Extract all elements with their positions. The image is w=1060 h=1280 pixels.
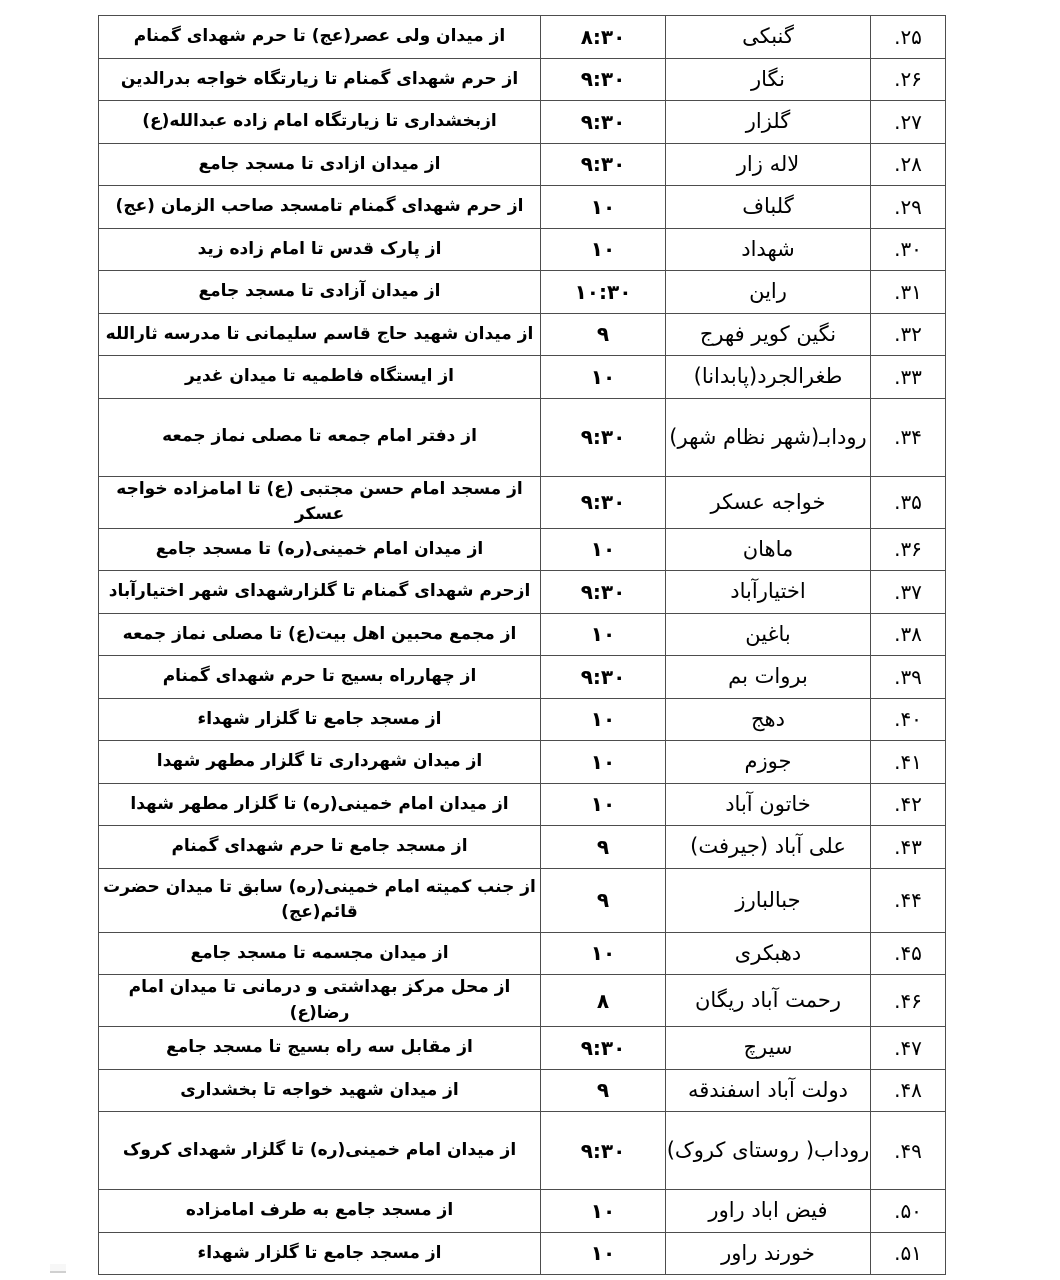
page-scan-artifact (50, 1264, 66, 1273)
start-time-cell (541, 741, 666, 784)
row-index-value: ۳۶. (894, 537, 922, 562)
schedule-table-container (99, 15, 946, 1275)
start-time-cell (541, 58, 666, 101)
location-name-cell: بروات بم (666, 656, 871, 699)
start-time-cell (541, 101, 666, 144)
start-time-value: ۹:۳۰ (580, 490, 626, 514)
table-row (99, 826, 946, 869)
start-time-value: ۹:۳۰ (580, 579, 626, 604)
route-description-cell: از جنب کمیته امام خمینی(ره) سابق تا میدان حضرت قائم(عج) (99, 868, 541, 932)
start-time-value: ۹:۳۰ (580, 425, 626, 449)
route-description-cell: از چهارراه بسیج تا حرم شهدای گمنام (99, 656, 541, 699)
row-index-value: ۳۳. (894, 364, 922, 389)
route-description-cell: از میدان امام خمینی(ره) تا گلزار مطهر شهدا (99, 783, 541, 826)
start-time-cell (541, 228, 666, 271)
row-index-cell (871, 16, 946, 59)
table-row (99, 398, 946, 476)
table-row (99, 1112, 946, 1190)
route-description-cell: از مسجد جامع تا حرم شهدای گمنام (99, 826, 541, 869)
location-name-cell: رحمت آباد ریگان (666, 975, 871, 1027)
row-index-value: ۳۸. (894, 622, 922, 647)
row-index-value: ۵۱. (894, 1241, 922, 1266)
row-index-value: ۲۷. (894, 109, 922, 134)
table-row (99, 975, 946, 1027)
start-time-cell (541, 356, 666, 399)
row-index-cell (871, 826, 946, 869)
table-row (99, 868, 946, 932)
start-time-cell (541, 656, 666, 699)
row-index-cell (871, 228, 946, 271)
start-time-cell (541, 271, 666, 314)
row-index-cell (871, 1232, 946, 1275)
row-index-cell (871, 613, 946, 656)
location-name-cell: گلباف (666, 186, 871, 229)
row-index-value: ۳۰. (894, 237, 922, 262)
table-row (99, 698, 946, 741)
start-time-cell (541, 783, 666, 826)
route-description-cell: از میدان امام خمینی(ره) تا مسجد جامع (99, 528, 541, 571)
location-name-cell: دهبکری (666, 932, 871, 975)
location-name-cell: فیض اباد راور (666, 1190, 871, 1233)
route-description-cell: از مسجد جامع تا گلزار شهداء (99, 1232, 541, 1275)
start-time-cell (541, 528, 666, 571)
start-time-value: ۱۰ (590, 1198, 616, 1223)
route-description-cell: از مجمع محبین اهل بیت(ع) تا مصلی نماز جمعه (99, 613, 541, 656)
row-index-cell (871, 975, 946, 1027)
table-row (99, 1232, 946, 1275)
start-time-cell (541, 826, 666, 869)
table-row (99, 228, 946, 271)
row-index-cell (871, 143, 946, 186)
start-time-cell (541, 1112, 666, 1190)
route-description-cell: از میدان آزادی تا مسجد جامع (99, 271, 541, 314)
row-index-value: ۳۵. (894, 490, 922, 514)
row-index-value: ۴۹. (894, 1138, 922, 1163)
table-row (99, 932, 946, 975)
row-index-value: ۴۲. (894, 792, 922, 817)
location-name-cell: نگین کویر فهرج (666, 313, 871, 356)
start-time-value: ۱۰ (590, 707, 616, 732)
route-description-cell: از میدان شهید حاج قاسم سلیمانی تا مدرسه ثارالله (99, 313, 541, 356)
start-time-value: ۱۰ (590, 537, 616, 562)
start-time-value: ۹ (596, 322, 610, 347)
start-time-cell (541, 1069, 666, 1112)
start-time-value: ۱۰ (590, 749, 616, 774)
row-index-cell (871, 1190, 946, 1233)
location-name-cell: علی آباد (جیرفت) (666, 826, 871, 869)
start-time-cell (541, 476, 666, 528)
row-index-value: ۳۷. (894, 579, 922, 604)
route-description-cell: از مسجد جامع تا گلزار شهداء (99, 698, 541, 741)
location-name-cell: راین (666, 271, 871, 314)
location-name-cell: سیرچ (666, 1027, 871, 1070)
row-index-cell (871, 656, 946, 699)
start-time-cell (541, 143, 666, 186)
table-row (99, 16, 946, 59)
start-time-value: ۸:۳۰ (580, 24, 626, 49)
row-index-value: ۲۹. (894, 194, 922, 219)
table-row (99, 1190, 946, 1233)
location-name-cell: گنبکی (666, 16, 871, 59)
start-time-value: ۱۰ (590, 792, 616, 817)
start-time-cell (541, 1232, 666, 1275)
row-index-cell (871, 698, 946, 741)
table-row (99, 1069, 946, 1112)
start-time-value: ۱۰ (590, 194, 616, 219)
row-index-value: ۳۱. (894, 279, 922, 304)
row-index-cell (871, 398, 946, 476)
route-description-cell: از ایستگاه فاطمیه تا میدان غدیر (99, 356, 541, 399)
start-time-cell (541, 571, 666, 614)
route-description-cell: از مسجد جامع به طرف امامزاده (99, 1190, 541, 1233)
start-time-value: ۹:۳۰ (580, 1035, 626, 1060)
start-time-value: ۱۰ (590, 364, 616, 389)
table-row (99, 783, 946, 826)
route-description-cell: از محل مرکز بهداشتی و درمانی تا میدان امام رضا(ع) (99, 975, 541, 1027)
start-time-cell (541, 1027, 666, 1070)
start-time-cell (541, 398, 666, 476)
row-index-cell (871, 932, 946, 975)
location-name-cell: ماهان (666, 528, 871, 571)
location-name-cell: دولت آباد اسفندقه (666, 1069, 871, 1112)
table-row (99, 528, 946, 571)
start-time-value: ۱۰ (590, 622, 616, 647)
route-description-cell: از میدان شهرداری تا گلزار مطهر شهدا (99, 741, 541, 784)
location-name-cell: گلزار (666, 101, 871, 144)
table-row (99, 1027, 946, 1070)
row-index-value: ۲۵. (894, 24, 922, 49)
start-time-value: ۹ (596, 834, 610, 859)
row-index-value: ۴۶. (894, 988, 922, 1013)
start-time-cell (541, 613, 666, 656)
start-time-value: ۱۰ (590, 237, 616, 262)
location-name-cell: خاتون آباد (666, 783, 871, 826)
row-index-value: ۲۸. (894, 152, 922, 177)
table-row (99, 58, 946, 101)
location-name-cell: جبالبارز (666, 868, 871, 932)
row-index-cell (871, 1112, 946, 1190)
start-time-cell (541, 975, 666, 1027)
row-index-cell (871, 271, 946, 314)
row-index-value: ۴۰. (894, 707, 922, 732)
row-index-value: ۳۴. (894, 425, 922, 449)
route-description-cell: از مقابل سه راه بسیج تا مسجد جامع (99, 1027, 541, 1070)
start-time-cell (541, 313, 666, 356)
row-index-value: ۵۰. (894, 1198, 922, 1223)
row-index-cell (871, 868, 946, 932)
row-index-value: ۴۱. (894, 749, 922, 774)
row-index-cell (871, 783, 946, 826)
start-time-value: ۹ (596, 888, 610, 912)
table-row (99, 656, 946, 699)
location-name-cell: خواجه عسکر (666, 476, 871, 528)
start-time-cell (541, 1190, 666, 1233)
schedule-table-body (99, 16, 946, 1275)
table-row (99, 476, 946, 528)
row-index-value: ۲۶. (894, 67, 922, 92)
row-index-cell (871, 476, 946, 528)
location-name-cell: اختیارآباد (666, 571, 871, 614)
location-name-cell: نگار (666, 58, 871, 101)
start-time-cell (541, 698, 666, 741)
start-time-cell (541, 868, 666, 932)
start-time-cell (541, 16, 666, 59)
route-description-cell: از حرم شهدای گمنام تا زیارتگاه خواجه بدرالدین (99, 58, 541, 101)
row-index-value: ۴۷. (894, 1035, 922, 1060)
row-index-value: ۳۲. (894, 322, 922, 347)
table-row (99, 741, 946, 784)
route-description-cell: از میدان مجسمه تا مسجد جامع (99, 932, 541, 975)
row-index-cell (871, 101, 946, 144)
table-row (99, 356, 946, 399)
location-name-cell: لاله زار (666, 143, 871, 186)
location-name-cell: باغین (666, 613, 871, 656)
start-time-cell (541, 932, 666, 975)
row-index-cell (871, 356, 946, 399)
table-row (99, 571, 946, 614)
start-time-cell (541, 186, 666, 229)
schedule-table (98, 15, 946, 1275)
location-name-cell: روداب( روستای کروک) (666, 1112, 871, 1190)
route-description-cell: از دفتر امام جمعه تا مصلی نماز جمعه (99, 398, 541, 476)
table-row (99, 143, 946, 186)
table-row (99, 186, 946, 229)
start-time-value: ۱۰ (590, 1241, 616, 1266)
route-description-cell: از مسجد امام حسن مجتبی (ع) تا امامزاده خواجه عسکر (99, 476, 541, 528)
row-index-cell (871, 58, 946, 101)
route-description-cell: ازحرم شهدای گمنام تا گلزارشهدای شهر اختیارآباد (99, 571, 541, 614)
route-description-cell: از میدان شهید خواجه تا بخشداری (99, 1069, 541, 1112)
location-name-cell: دهج (666, 698, 871, 741)
row-index-value: ۳۹. (894, 664, 922, 689)
location-name-cell: شهداد (666, 228, 871, 271)
route-description-cell: از پارک قدس تا امام زاده زید (99, 228, 541, 271)
location-name-cell: طغرالجرد(پابدانا) (666, 356, 871, 399)
start-time-value: ۹ (596, 1078, 610, 1103)
location-name-cell: رودابـ(شهر نظام شهر) (666, 398, 871, 476)
location-name-cell: جوزم (666, 741, 871, 784)
table-row (99, 613, 946, 656)
location-name-cell: خورند راور (666, 1232, 871, 1275)
row-index-cell (871, 528, 946, 571)
start-time-value: ۱۰ (590, 941, 616, 966)
route-description-cell: از حرم شهدای گمنام تامسجد صاحب الزمان (عج) (99, 186, 541, 229)
row-index-cell (871, 1027, 946, 1070)
table-row (99, 101, 946, 144)
row-index-value: ۴۸. (894, 1078, 922, 1103)
route-description-cell: از میدان امام خمینی(ره) تا گلزار شهدای کروک (99, 1112, 541, 1190)
row-index-value: ۴۳. (894, 834, 922, 859)
row-index-cell (871, 1069, 946, 1112)
start-time-value: ۹:۳۰ (580, 664, 626, 689)
row-index-cell (871, 186, 946, 229)
row-index-value: ۴۴. (894, 888, 922, 912)
table-row (99, 313, 946, 356)
row-index-cell (871, 313, 946, 356)
start-time-value: ۹:۳۰ (580, 109, 626, 134)
start-time-value: ۱۰:۳۰ (574, 279, 632, 304)
route-description-cell: از میدان ولی عصر(عج) تا حرم شهدای گمنام (99, 16, 541, 59)
row-index-cell (871, 741, 946, 784)
route-description-cell: از میدان ازادی تا مسجد جامع (99, 143, 541, 186)
row-index-cell (871, 571, 946, 614)
route-description-cell: ازبخشداری تا زیارتگاه امام زاده عبدالله(ع) (99, 101, 541, 144)
row-index-value: ۴۵. (894, 941, 922, 966)
start-time-value: ۹:۳۰ (580, 1138, 626, 1163)
table-row (99, 271, 946, 314)
start-time-value: ۹:۳۰ (580, 152, 626, 177)
start-time-value: ۹:۳۰ (580, 67, 626, 92)
start-time-value: ۸ (596, 988, 610, 1013)
